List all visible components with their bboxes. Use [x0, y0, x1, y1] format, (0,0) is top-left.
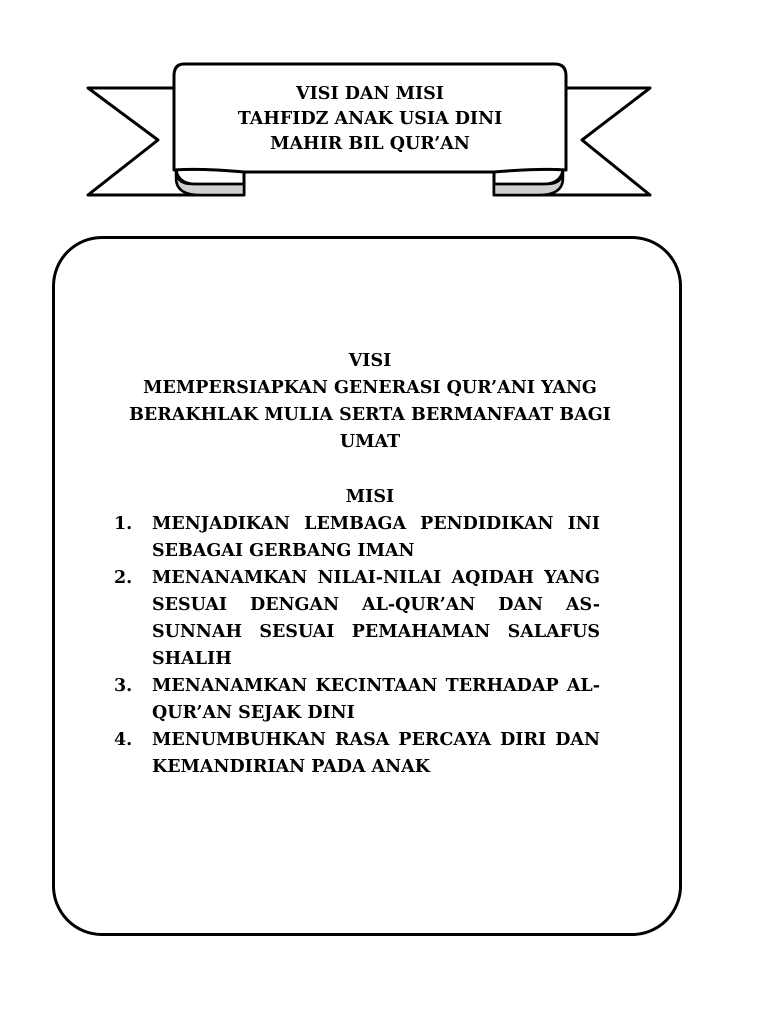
misi-item-number: 2.: [114, 568, 133, 588]
misi-item-text: MENUMBUHKAN RASA PERCAYA DIRI DAN KEMANDIRIAN PADA ANAK: [152, 730, 600, 777]
misi-item-number: 3.: [114, 676, 133, 696]
banner-title-line2: TAHFIDZ ANAK USIA DINI: [237, 109, 503, 129]
misi-item-text: MENANAMKAN KECINTAAN TERHADAP AL-QUR’AN SEJAK DINI: [152, 676, 600, 723]
banner-title-line1: VISI DAN MISI: [296, 84, 444, 104]
misi-item: [114, 511, 600, 565]
misi-item-text: MENANAMKAN NILAI-NILAI AQIDAH YANG SESUAI DENGAN AL-QUR’AN DAN AS-SUNNAH SESUAI PEMAHAMAN SALAFUS SHALIH: [152, 568, 600, 669]
visi-heading: VISI: [348, 351, 392, 371]
misi-heading: MISI: [345, 487, 395, 507]
misi-item: [114, 673, 600, 727]
banner-title-line3: MAHIR BIL QUR’AN: [270, 134, 470, 154]
misi-item-number: 1.: [114, 514, 133, 534]
misi-item-text: MENJADIKAN LEMBAGA PENDIDIKAN INI SEBAGAI GERBANG IMAN: [152, 514, 600, 561]
misi-item: [114, 727, 600, 781]
visi-section: [110, 348, 630, 456]
misi-item: [114, 565, 600, 673]
visi-text: MEMPERSIAPKAN GENERASI QUR’ANI YANG BERAKHLAK MULIA SERTA BERMANFAAT BAGI UMAT: [129, 378, 611, 452]
misi-list: [114, 511, 600, 781]
banner-title: [175, 82, 565, 157]
misi-item-number: 4.: [114, 730, 133, 750]
